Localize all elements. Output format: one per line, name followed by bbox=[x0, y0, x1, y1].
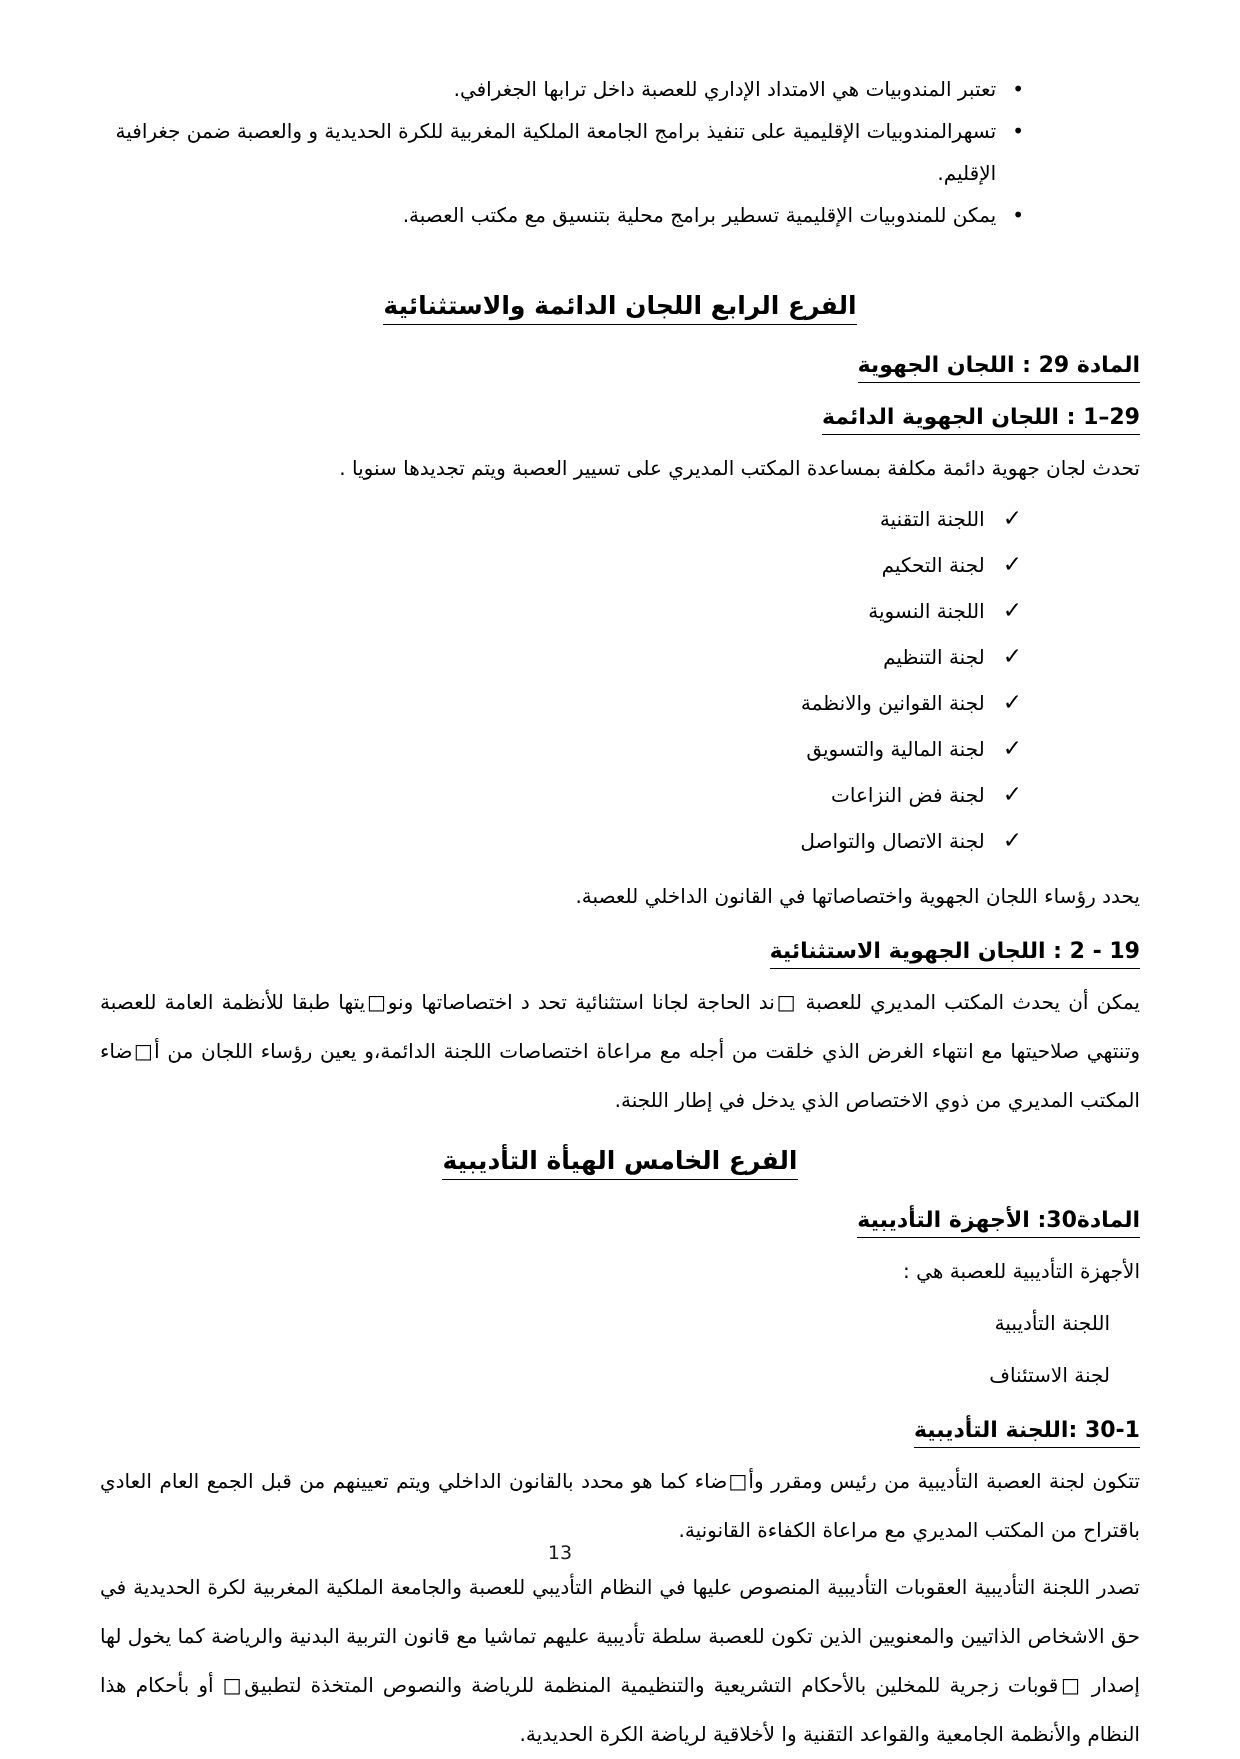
article-29-1-heading bbox=[100, 400, 1140, 436]
bullet-icon: • bbox=[1012, 203, 1024, 227]
committee-name: لجنة الاتصال والتواصل bbox=[800, 829, 985, 853]
list-item bbox=[100, 68, 1140, 110]
article-29-2-heading bbox=[100, 934, 1140, 970]
list-item bbox=[100, 726, 1022, 772]
list-item bbox=[100, 588, 1022, 634]
article-29-2-body: يمكن أن يحدث المكتب المديري للعصبة □ند الحاجة لجانا استثنائية تحد د اختصاصاتها ونو□يتها طبقا للأنظمة العامة للعصبة وتنتهي صلاحيتها مع انتهاء الغرض الذي خلقت من أجله مع مراعاة اختصاصات اللجنة الدائمة،و يعين رؤساء اللجان من أ□ضاء المكتب المديري من ذوي الاختصاص الذي يدخل في إطار اللجنة. bbox=[100, 990, 1140, 1112]
article-29-1-closing: يحدد رؤساء اللجان الجهوية واختصاصاتها في القانون الداخلي للعصبة. bbox=[575, 884, 1140, 908]
bullet-icon: • bbox=[1012, 119, 1024, 143]
check-icon: ✓ bbox=[1002, 552, 1022, 578]
committee-name: لجنة المالية والتسويق bbox=[806, 737, 985, 761]
section-five-title-text: الفرع الخامس الهيأة التأديبية bbox=[442, 1146, 797, 1180]
committee-name: اللجنة التقنية bbox=[879, 507, 985, 531]
check-icon: ✓ bbox=[1002, 782, 1022, 808]
disciplinary-body-item: لجنة الاستئناف bbox=[989, 1363, 1110, 1387]
bullet-text: تعتبر المندوبيات هي الامتداد الإداري للعصبة داخل ترابها الجغرافي. bbox=[453, 77, 997, 101]
committee-name: لجنة التنظيم bbox=[883, 645, 985, 669]
article-30-1-paragraph-2: تصدر اللجنة التأديبية العقوبات التأديبية المنصوص عليها في النظام التأديبي للعصبة والجامعة الملكية المغربية لكرة الحديدية في حق الاشخاص الذاتيين والمعنويين الذين تكون للعصبة سلطة تأديبية عليهم تماشيا مع قانون التربية البدنية والرياضة كما يخول لها إصدار □قوبات زجرية للمخلين بالأحكام التشريعية والتنظيمية المنظمة للرياضة والنصوص المتخذة لتطبيق□ أو بأحكام هذا النظام والأنظمة الجامعية والقواعد التقنية وا لأخلاقية لرياضة الكرة الحديدية. bbox=[100, 1575, 1140, 1746]
check-icon: ✓ bbox=[1002, 736, 1022, 762]
check-icon: ✓ bbox=[1002, 828, 1022, 854]
list-item bbox=[100, 680, 1022, 726]
list-item bbox=[100, 772, 1022, 818]
article-29-1-intro: تحدث لجان جهوية دائمة مكلفة بمساعدة المكتب المديري على تسيير العصبة ويتم تجديدها سنويا . bbox=[339, 456, 1140, 480]
list-item bbox=[100, 194, 1140, 236]
article-30-heading bbox=[100, 1203, 1140, 1239]
article-30-1-heading bbox=[100, 1413, 1140, 1449]
article-29-2-heading-text: 19 - 2 : اللجان الجهوية الاستثنائية bbox=[770, 939, 1140, 969]
article-30-1-heading-text: 30-1 :اللجنة التأديبية bbox=[914, 1418, 1140, 1448]
bullet-text: يمكن للمندوبيات الإقليمية تسطير برامج محلية بتنسيق مع مكتب العصبة. bbox=[402, 203, 997, 227]
article-29-heading-text: المادة 29 : اللجان الجهوية bbox=[858, 353, 1140, 383]
article-30-heading-text: المادة30: الأجهزة التأديبية bbox=[857, 1208, 1140, 1238]
list-item bbox=[100, 542, 1022, 588]
committee-name: لجنة فض النزاعات bbox=[831, 783, 985, 807]
list-item bbox=[100, 110, 1140, 194]
page-number: 13 bbox=[547, 1542, 573, 1564]
check-icon: ✓ bbox=[1002, 644, 1022, 670]
section-five-title bbox=[100, 1141, 1140, 1181]
check-icon: ✓ bbox=[1002, 598, 1022, 624]
article-29-1-heading-text: 29–1 : اللجان الجهوية الدائمة bbox=[822, 405, 1140, 435]
check-icon: ✓ bbox=[1002, 506, 1022, 532]
check-icon: ✓ bbox=[1002, 690, 1022, 716]
section-four-title bbox=[100, 286, 1140, 326]
committee-name: اللجنة النسوية bbox=[868, 599, 985, 623]
delegations-bullet-list bbox=[100, 68, 1140, 236]
committee-name: لجنة التحكيم bbox=[881, 553, 985, 577]
article-30-intro: الأجهزة التأديبية للعصبة هي : bbox=[903, 1259, 1140, 1283]
list-item bbox=[100, 496, 1022, 542]
section-four-title-text: الفرع الرابع اللجان الدائمة والاستثنائية bbox=[383, 291, 856, 325]
bullet-text: تسهرالمندوبيات الإقليمية على تنفيذ برامج الجامعة الملكية المغربية للكرة الحديدية و والعصبة ضمن جغرافية الإقليم. bbox=[115, 119, 997, 185]
article-29-heading bbox=[100, 348, 1140, 384]
list-item bbox=[100, 818, 1022, 864]
article-30-1-paragraph-1: تتكون لجنة العصبة التأديبية من رئيس ومقرر وأ□ضاء كما هو محدد بالقانون الداخلي ويتم تعيينهم من قبل الجمع العام العادي باقتراح من المكتب المديري مع مراعاة الكفاءة القانونية. bbox=[100, 1469, 1140, 1542]
committees-list bbox=[100, 496, 1140, 864]
disciplinary-body-item: اللجنة التأديبية bbox=[994, 1311, 1110, 1335]
committee-name: لجنة القوانين والانظمة bbox=[800, 691, 985, 715]
list-item bbox=[100, 634, 1022, 680]
bullet-icon: • bbox=[1012, 77, 1024, 101]
